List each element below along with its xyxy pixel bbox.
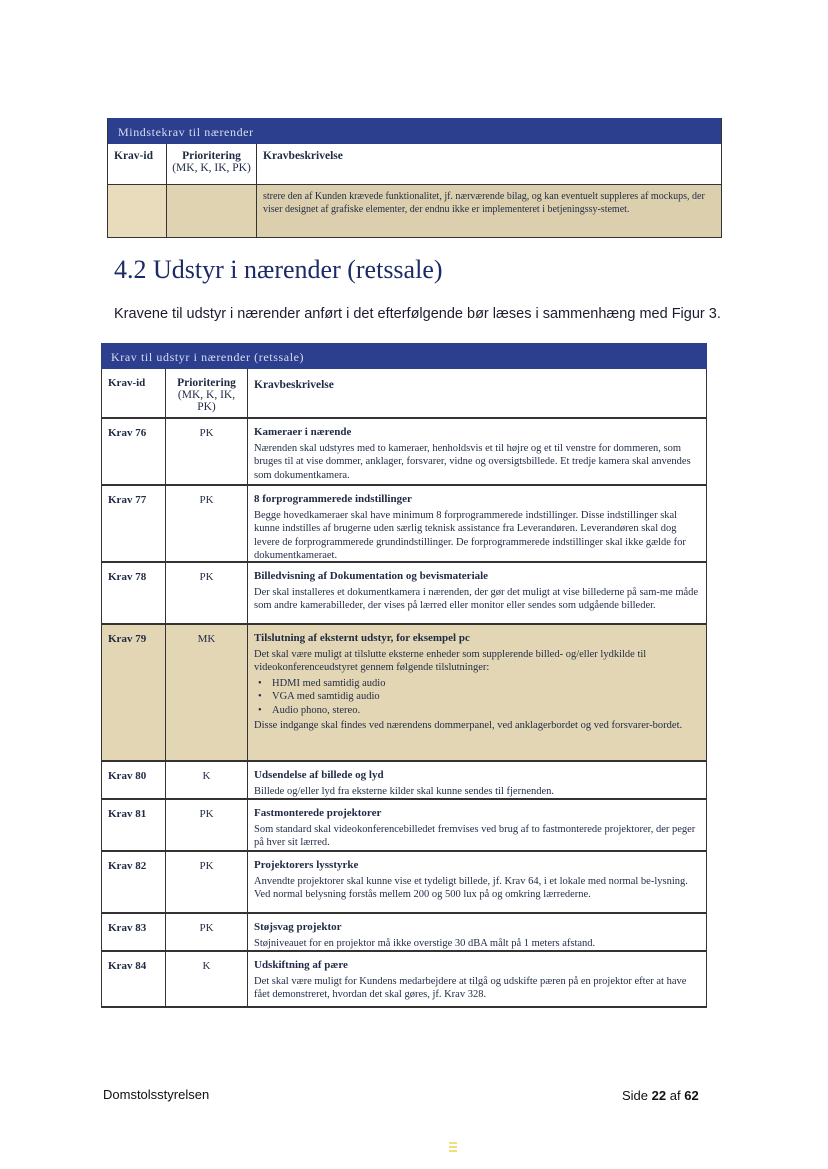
- table-row: [102, 852, 706, 914]
- row-id: Krav 76: [108, 427, 147, 439]
- list-item: • HDMI med samtidig audio: [272, 677, 700, 691]
- row-description: [247, 800, 706, 850]
- row-title: Støjsvag projektor: [254, 921, 342, 933]
- row-priority: K: [165, 952, 247, 1006]
- row-text: Det skal være muligt for Kundens medarbejdere at tilgå og udskifte pæren på en projektor efter at have fået demonstreret, hvordan det skal gøres, jf. Krav 328.: [254, 975, 687, 1000]
- list-item: • Audio phono, stereo.: [272, 704, 700, 718]
- header-priority: Prioritering (MK, K, IK, PK): [165, 369, 247, 417]
- row-description: [247, 914, 706, 950]
- row-title: Tilslutning af eksternt udstyr, for eksempel pc: [254, 632, 470, 644]
- header-id: Krav-id: [108, 377, 146, 389]
- table-row: [102, 800, 706, 852]
- row-id: Krav 79: [108, 633, 147, 645]
- row-priority: K: [165, 762, 247, 798]
- row-title: Udskiftning af pære: [254, 959, 348, 971]
- table-row: [102, 419, 706, 486]
- row-text: Anvendte projektorer skal kunne vise et tydeligt billede, jf. Krav 64, i et lokale med normal be-lysning. Ved normal belysning forstås mellem 200 og 500 lux på og omkring lærrederne.: [254, 875, 688, 900]
- row-text: Billede og/eller lyd fra eksterne kilder skal kunne sendes til fjernenden.: [254, 785, 555, 797]
- row-text-extra: Disse indgange skal findes ved nærendens dommerpanel, ved anklagerbordet og ved forsvarer-bordet.: [254, 720, 683, 731]
- table-caption: Mindstekrav til nærender: [108, 118, 721, 144]
- table-row: [102, 486, 706, 563]
- row-id: Krav 80: [108, 770, 147, 782]
- header-priority-sub: (MK, K, IK, PK): [172, 162, 251, 174]
- table-row: [108, 184, 721, 237]
- row-description: [247, 419, 706, 484]
- row-text: Nærenden skal udstyres med to kameraer, henholdsvis et til højre og et til venstre for dommeren, som bruges til at vise dommer, anklager, forsvarer, vidne og oversigtsbillede. Et tredje kamera skal anvendes som dokumentkamera.: [254, 442, 691, 481]
- row-title: Udsendelse af billede og lyd: [254, 769, 384, 781]
- row-priority: PK: [165, 486, 247, 561]
- row-description: [247, 952, 706, 1006]
- table-row: [102, 914, 706, 952]
- row-title: Kameraer i nærende: [254, 426, 352, 438]
- row-text: Det skal være muligt at tilslutte eksterne enheder som supplerende billed- og/eller lydkilde til videokonferenceudstyret gennem følgende tilslutninger:: [254, 648, 647, 673]
- row-priority: PK: [165, 563, 247, 623]
- row-id: Krav 78: [108, 571, 147, 583]
- table-row: [102, 762, 706, 800]
- footer-page-number: Side 22 af 62: [622, 1088, 699, 1103]
- row-id: Krav 82: [108, 860, 147, 872]
- row-description: [247, 852, 706, 912]
- row-description: [247, 563, 706, 623]
- table-row: [102, 625, 706, 762]
- row-description: strere den af Kunden krævede funktionalitet, jf. nærværende bilag, og kan eventuelt suppleres af mockups, der viser designet af grafiske elementer, der endnu ikke er implementeret i betjeningssy-stemet.: [256, 185, 721, 237]
- header-description: Kravbeskrivelse: [247, 369, 706, 417]
- row-description: [247, 625, 706, 760]
- row-id: Krav 83: [108, 922, 147, 934]
- row-priority: PK: [165, 852, 247, 912]
- row-id: Krav 84: [108, 960, 147, 972]
- page-marker-icon: [448, 1140, 458, 1154]
- header-priority: Prioritering (MK, K, IK, PK): [166, 144, 256, 184]
- table-row: [102, 952, 706, 1008]
- row-text: Som standard skal videokonferencebilledet fremvises ved brug af to fastmonterede projektorer, der peger på hver sit lærred.: [254, 823, 696, 848]
- table-header-row: [108, 144, 721, 184]
- row-description: [247, 486, 706, 561]
- header-id: Krav-id: [114, 150, 153, 162]
- table-header-row: [102, 369, 706, 419]
- table-caption: Krav til udstyr i nærender (retssale): [101, 343, 707, 369]
- list-item: • VGA med samtidig audio: [272, 690, 700, 704]
- footer-organization: Domstolsstyrelsen: [103, 1087, 210, 1102]
- section-heading: 4.2 Udstyr i nærender (retssale): [114, 255, 443, 284]
- row-id: Krav 81: [108, 808, 147, 820]
- requirements-table-equipment: [101, 343, 707, 1008]
- row-priority: PK: [165, 914, 247, 950]
- row-priority: MK: [165, 625, 247, 760]
- row-title: Fastmonterede projektorer: [254, 807, 382, 819]
- table-row: [102, 563, 706, 625]
- header-description: Kravbeskrivelse: [256, 144, 721, 184]
- row-title: 8 forprogrammerede indstillinger: [254, 493, 412, 505]
- connection-list: [254, 677, 700, 718]
- row-id: Krav 77: [108, 494, 147, 506]
- row-text: Støjniveauet for en projektor må ikke overstige 30 dBA målt på 1 meters afstand.: [254, 937, 596, 949]
- row-text: Begge hovedkameraer skal have minimum 8 forprogrammerede indstillinger. Disse indstillinger skal kunne indstilles af brugerne uden særlig teknisk assistance fra Leverandøren. Leverandøren skal dog levere de forprogrammerede grundindstillinger. De forprogrammerede indstillinger skal ikke gælde for dokumentkameraet.: [254, 509, 686, 561]
- row-priority: PK: [165, 800, 247, 850]
- row-title: Projektorers lysstyrke: [254, 859, 359, 871]
- row-text: Der skal installeres et dokumentkamera i nærenden, der gør det muligt at vise billederne på sam-me måde som andre kamerabilleder, der vises på lærred eller monitor eller sendes som udgående billeder.: [254, 586, 699, 611]
- header-priority-sub: (MK, K, IK, PK): [177, 389, 236, 413]
- row-description: [247, 762, 706, 798]
- intro-paragraph: Kravene til udstyr i nærender anført i det efterfølgende bør læses i sammenhæng med Figur 3.: [114, 306, 721, 322]
- requirements-table-minimum: [107, 118, 722, 238]
- row-title: Billedvisning af Dokumentation og bevismateriale: [254, 570, 489, 582]
- row-priority: PK: [165, 419, 247, 484]
